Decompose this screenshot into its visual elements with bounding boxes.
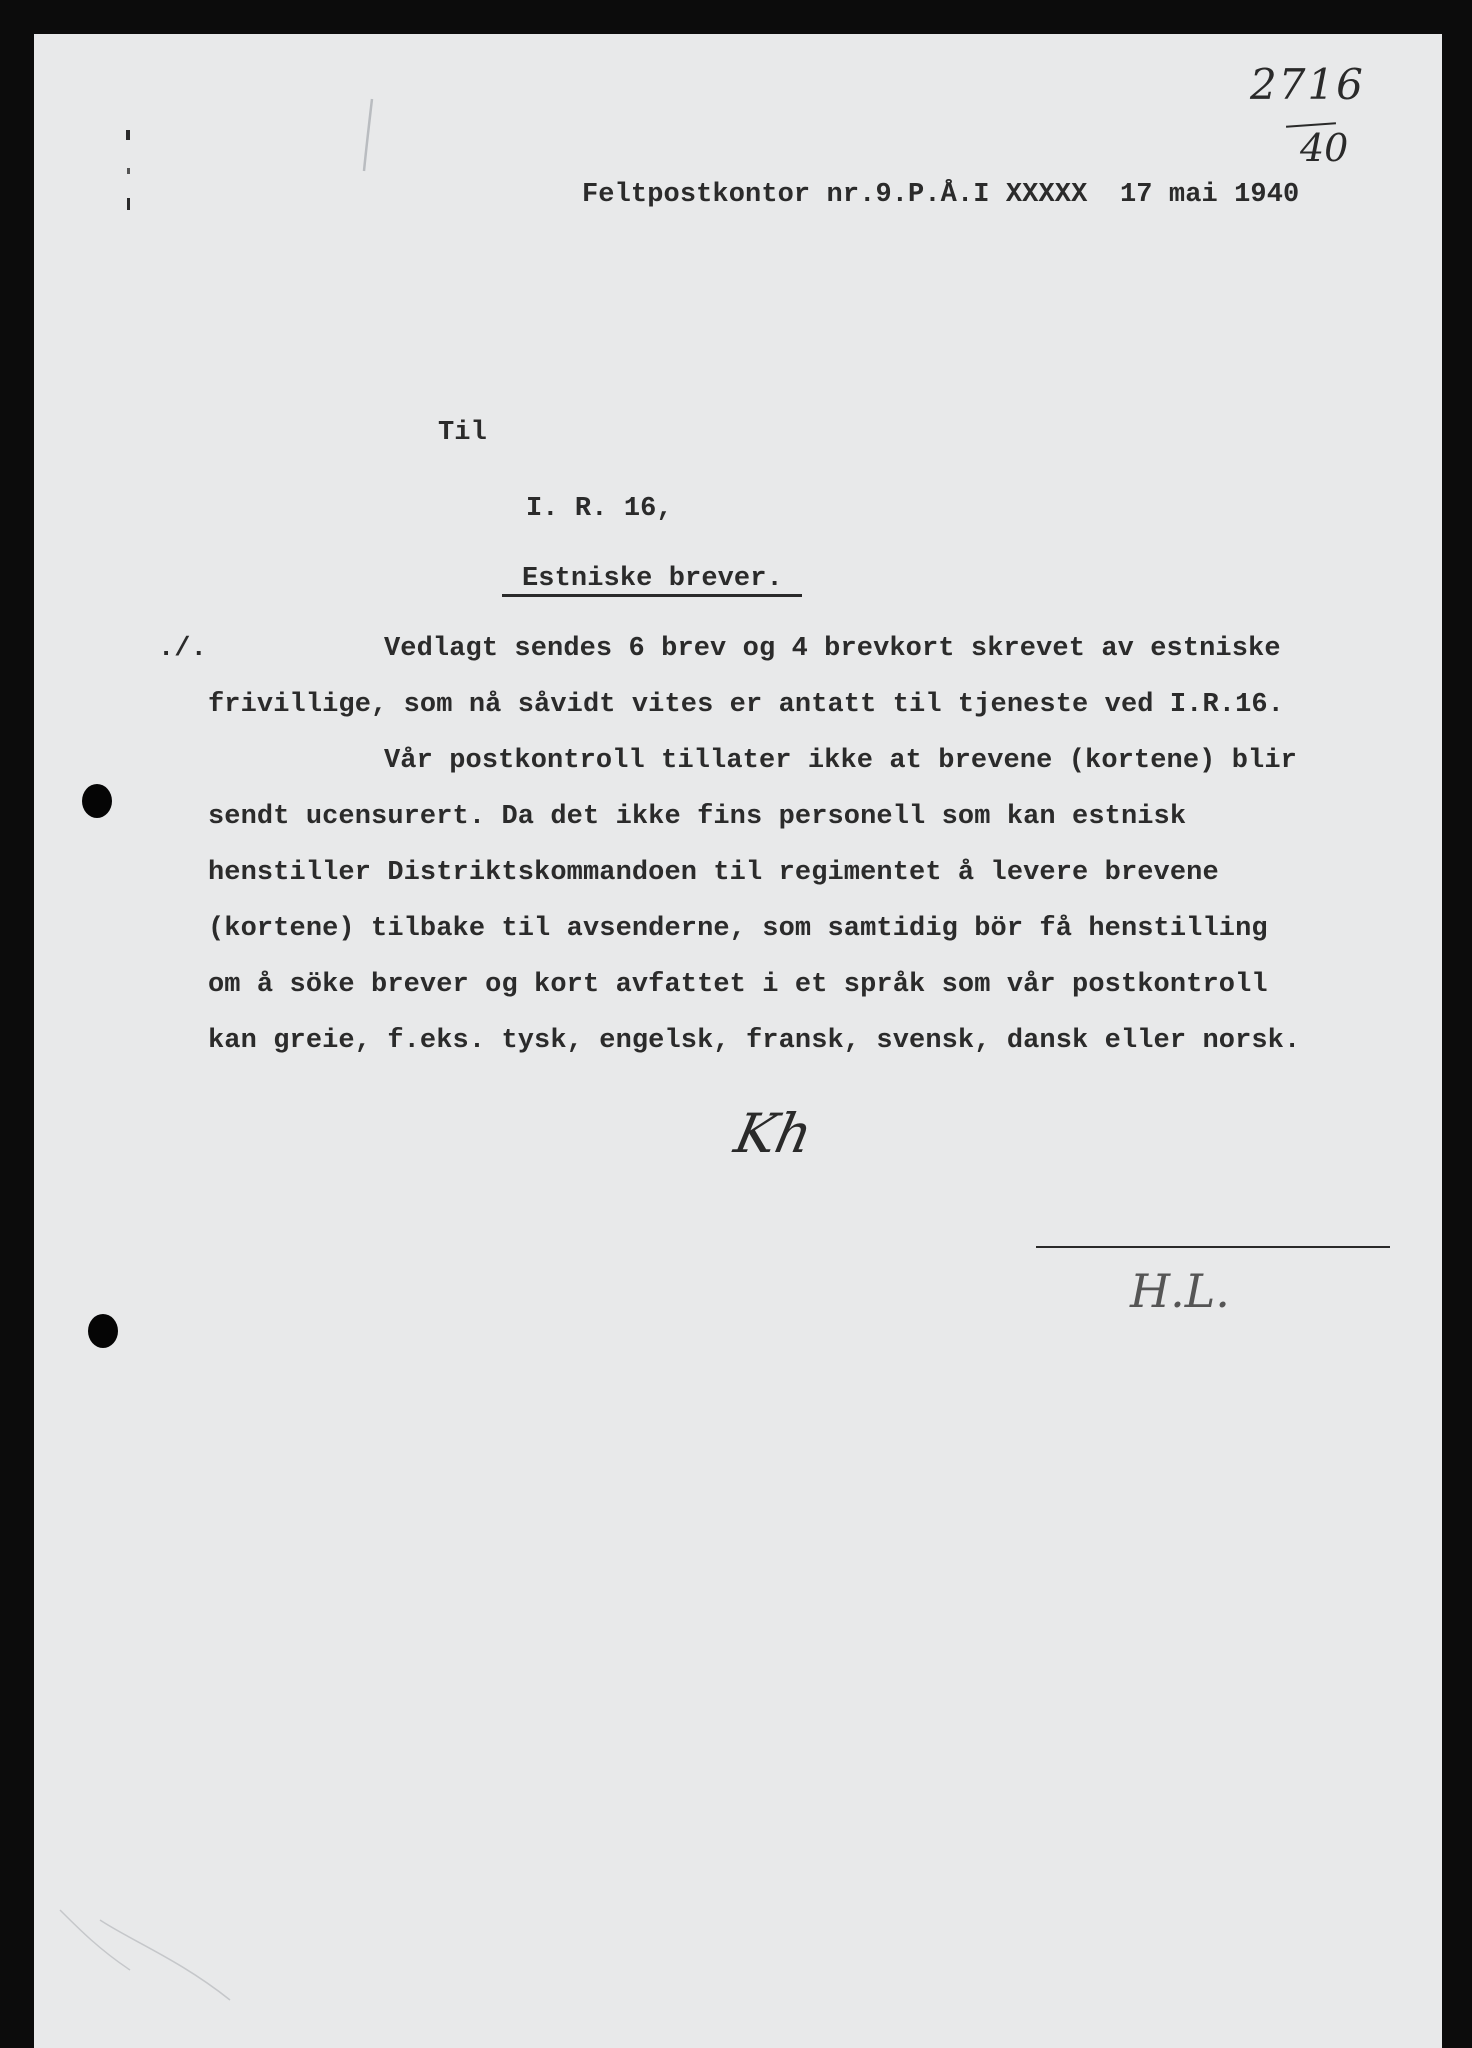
body-line-2: frivillige, som nå såvidt vites er antatt til tjeneste ved I.R.16. — [208, 690, 1284, 720]
to-label: Til — [438, 418, 487, 448]
body-line-1: Vedlagt sendes 6 brev og 4 brevkort skrevet av estniske — [384, 634, 1281, 664]
punch-hole-lower — [88, 1314, 118, 1348]
handwritten-initials: Kh — [729, 1102, 818, 1165]
recipient-unit: I. R. 16, — [526, 494, 673, 524]
punch-hole-upper — [82, 784, 112, 818]
archive-number-top: 2716 — [1250, 60, 1365, 109]
subject-underline — [502, 594, 802, 597]
body-line-4: sendt ucensurert. Da det ikke fins personell som kan estnisk — [208, 802, 1187, 832]
enclosure-mark: ./. — [158, 634, 207, 664]
binding-marks — [118, 128, 138, 228]
signature: H.L. — [1130, 1264, 1230, 1318]
pencil-mark — [360, 95, 390, 175]
archive-number-bottom: 40 — [1300, 126, 1349, 170]
pencil-scribble — [40, 1880, 240, 2010]
body-line-6: (kortene) tilbake til avsenderne, som samtidig bör få henstilling — [208, 914, 1268, 944]
header-place-date: Feltpostkontor nr.9.P.Å.I XXXXX 17 mai 1940 — [582, 180, 1300, 210]
body-line-5: henstiller Distriktskommandoen til regimentet å levere brevene — [208, 858, 1219, 888]
body-line-8: kan greie, f.eks. tysk, engelsk, fransk, svensk, dansk eller norsk. — [208, 1026, 1301, 1056]
subject-line: Estniske brever. — [522, 564, 783, 594]
signature-line — [1036, 1246, 1390, 1248]
body-line-3: Vår postkontroll tillater ikke at brevene (kortene) blir — [384, 746, 1297, 776]
body-line-7: om å söke brever og kort avfattet i et språk som vår postkontroll — [208, 970, 1268, 1000]
